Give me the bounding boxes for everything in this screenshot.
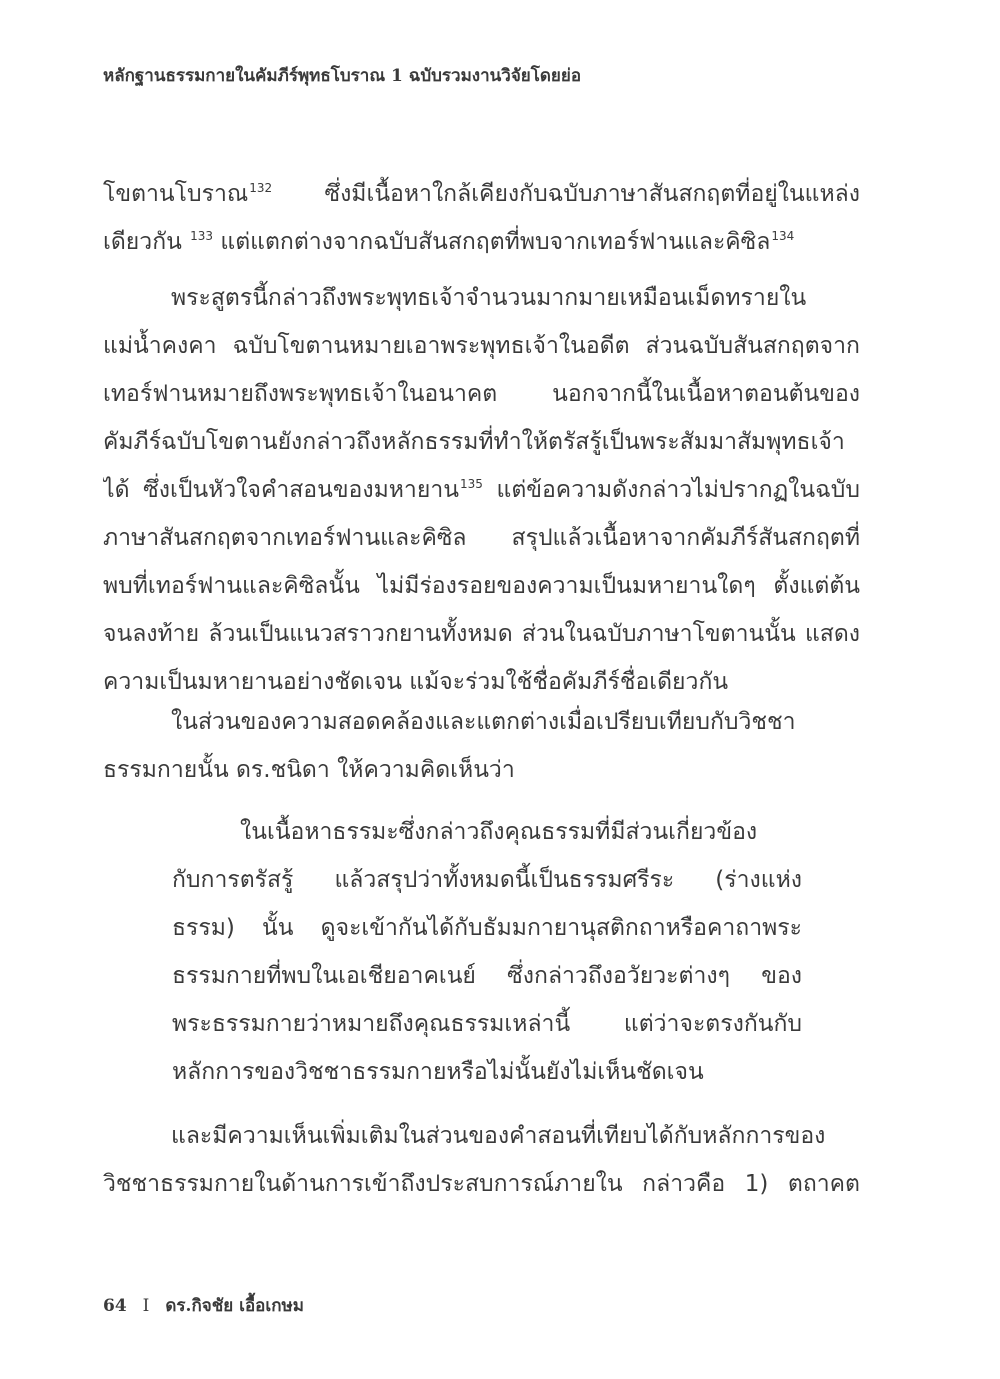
paragraph-continuation [103,170,860,266]
paragraph-line: เทอร์ฟานหมายถึงพระพุทธเจ้าในอนาคต นอกจากนี้ในเนื้อหาตอนต้นของ [103,381,860,407]
footnote-ref-132: 132 [249,181,273,196]
paragraph-additional-opinion [103,1112,860,1208]
paragraph-line: ในส่วนของความสอดคล้องและแตกต่างเมื่อเปรียบเทียบกับวิชชา [171,709,796,735]
quote-line: หลักการของวิชชาธรรมกายหรือไม่นั้นยังไม่เห็นชัดเจน [172,1059,704,1085]
quote-line: ในเนื้อหาธรรมะซึ่งกล่าวถึงคุณธรรมที่มีส่วนเกี่ยวข้อง [240,819,758,845]
paragraph-line: พระสูตรนี้กล่าวถึงพระพุทธเจ้าจำนวนมากมายเหมือนเม็ดทรายใน [171,285,807,311]
paragraph-line: จนลงท้าย ล้วนเป็นแนวสราวกยานทั้งหมด ส่วนในฉบับภาษาโขตานนั้น แสดง [103,621,860,647]
paragraph-line [103,170,860,218]
paragraph-line [103,218,860,266]
block-quote [172,808,802,1096]
running-header-title: หลักฐานธรรมกายในคัมภีร์พุทธโบราณ 1 ฉบับรวมงานวิจัยโดยย่อ [103,66,582,86]
paragraph-line: และมีความเห็นเพิ่มเติมในส่วนของคำสอนที่เทียบได้กับหลักการของ [171,1123,826,1149]
quote-line: ธรรม) นั้น ดูจะเข้ากันได้กับธัมมกายานุสติกถาหรือคาถาพระ [172,915,802,941]
paragraph-line: แม่น้ำคงคา ฉบับโขตานหมายเอาพระพุทธเจ้าในอดีต ส่วนฉบับสันสกฤตจาก [103,333,860,359]
footnote-ref-133: 133 [190,229,214,244]
paragraph-sutra-comparison [103,274,860,706]
quote-line: ธรรมกายที่พบในเอเชียอาคเนย์ ซึ่งกล่าวถึงอวัยวะต่างๆ ของ [172,963,802,989]
paragraph-line: วิชชาธรรมกายในด้านการเข้าถึงประสบการณ์ภายใน กล่าวคือ 1) ตถาคต [103,1171,860,1197]
paragraph-line [103,466,860,514]
page-footer [103,1292,304,1319]
text-span: แต่แตกต่างจากฉบับสันสกฤตที่พบจากเทอร์ฟานและคิซิล [213,229,771,255]
paragraph-line: คัมภีร์ฉบับโขตานยังกล่าวถึงหลักธรรมที่ทำให้ตรัสรู้เป็นพระสัมมาสัมพุทธเจ้า [103,429,845,455]
paragraph-line: พบที่เทอร์ฟานและคิซิลนั้น ไม่มีร่องรอยของความเป็นมหายานใดๆ ตั้งแต่ต้น [103,573,860,599]
paragraph-line: ธรรมกายนั้น ดร.ชนิดา ให้ความคิดเห็นว่า [103,757,515,783]
text-span: เดียวกัน [103,229,190,255]
text-span: แต่ข้อความดังกล่าวไม่ปรากฏในฉบับ [482,477,860,503]
text-span: ได้ ซึ่งเป็นหัวใจคำสอนของมหายาน [103,477,459,503]
paragraph-line: ความเป็นมหายานอย่างชัดเจน แม้จะร่วมใช้ชื่อคัมภีร์ชื่อเดียวกัน [103,669,729,695]
footer-separator: I [142,1296,150,1316]
text-span: โขตานโบราณ [103,181,249,207]
footnote-ref-135: 135 [459,477,483,492]
quote-line: กับการตรัสรู้ แล้วสรุปว่าทั้งหมดนี้เป็นธรรมศรีระ (ร่างแห่ง [172,867,802,893]
paragraph-line: ภาษาสันสกฤตจากเทอร์ฟานและคิซิล สรุปแล้วเนื้อหาจากคัมภีร์สันสกฤตที่ [103,525,860,551]
text-span: ซึ่งมีเนื้อหาใกล้เคียงกับฉบับภาษาสันสกฤตที่อยู่ในแหล่ง [272,181,860,207]
footer-author: ดร.กิจชัย เอื้อเกษม [165,1296,304,1316]
running-header [103,62,581,89]
quote-line: พระธรรมกายว่าหมายถึงคุณธรรมเหล่านี้ แต่ว่าจะตรงกันกับ [172,1011,802,1037]
paragraph-comparison-intro [103,698,860,794]
footnote-ref-134: 134 [771,229,795,244]
page-number: 64 [103,1296,127,1316]
